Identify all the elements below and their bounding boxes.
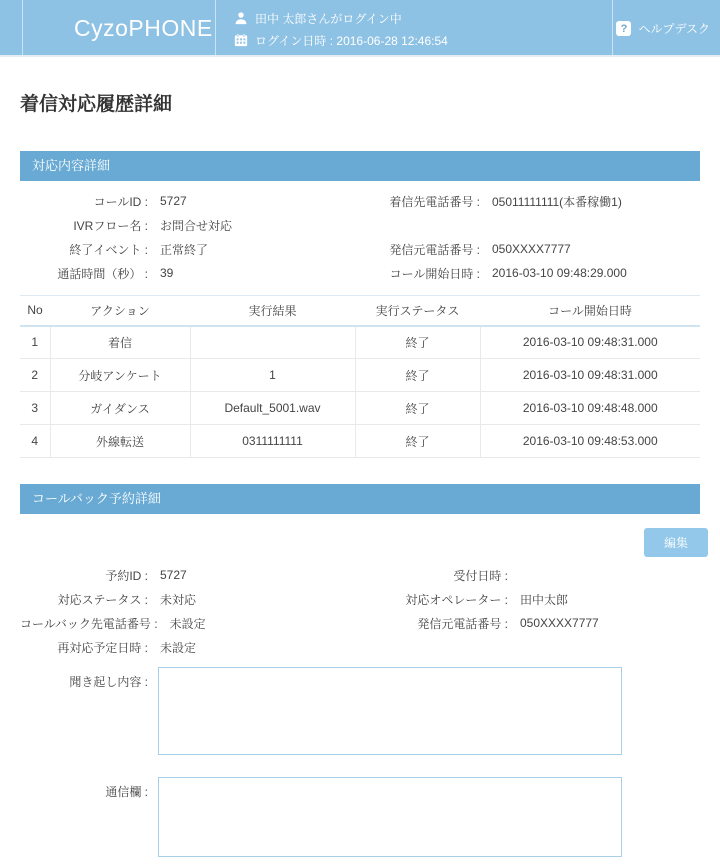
field-value: 未対応 [160,592,197,607]
field-value: お問合せ対応 [160,218,233,233]
cell-no: 3 [20,392,50,425]
field-call-id [20,189,380,213]
app-logo[interactable]: CyzoPHONE [74,15,213,41]
field-operator [380,587,700,611]
cell-status: 終了 [355,425,480,458]
transcript-textarea[interactable] [158,667,622,755]
field-end-event [20,237,380,261]
app-header [0,0,720,57]
header-divider [22,0,23,55]
field-label: 着信先電話番号 : [389,194,480,209]
callback-right-column [380,563,700,659]
field-caller-number [380,237,700,261]
edit-button[interactable]: 編集 [644,528,708,557]
field-label: 発信元電話番号 : [417,616,508,631]
field-label: コールID : [93,194,148,209]
field-empty-spacer [380,213,700,237]
field-value: 未設定 [169,616,206,631]
login-datetime: ログイン日時 : 2016-06-28 12:46:54 [255,33,448,48]
cell-action: 分岐アンケート [50,359,190,392]
cell-start-datetime: 2016-03-10 09:48:48.000 [480,392,700,425]
callback-detail-fields [20,563,700,659]
response-detail-left-column [20,189,380,285]
transcript-field-row [20,667,700,755]
cell-result: 1 [190,359,355,392]
section-header-callback-detail: コールバック予約詳細 [20,484,700,514]
field-label: 予約ID : [105,568,148,583]
field-value: 050XXXX7777 [492,242,571,256]
user-login-status: 田中 太郎さんがログイン中 [255,11,402,26]
field-label: 再対応予定日時 : [57,640,148,655]
cell-result [190,326,355,359]
field-label: 通話時間（秒） : [57,266,148,281]
cell-no: 4 [20,425,50,458]
field-ivr-flow-name [20,213,380,237]
cell-no: 2 [20,359,50,392]
note-label: 通信欄 : [105,785,148,799]
field-value: 未設定 [160,640,197,655]
cell-result: Default_5001.wav [190,392,355,425]
field-destination-number [380,189,700,213]
column-header-action: アクション [50,296,190,326]
help-question-icon: ? [616,21,631,36]
table-row [20,425,700,458]
cell-status: 終了 [355,359,480,392]
field-label: 対応ステータス : [57,592,148,607]
helpdesk-link[interactable] [616,0,710,57]
response-detail-fields [20,189,700,285]
table-header-row [20,296,700,326]
field-value: 田中太郎 [520,592,569,607]
field-label: コール開始日時 : [389,266,480,281]
field-callback-number [20,611,380,635]
cell-result: 0311111111 [190,425,355,458]
page-title: 着信対応履歴詳細 [20,94,173,115]
field-value: 5727 [160,568,187,582]
table-row [20,326,700,359]
cell-action: 外線転送 [50,425,190,458]
table-row [20,359,700,392]
note-field-row [20,777,700,857]
calendar-icon [234,33,248,47]
user-icon [234,11,248,25]
response-detail-right-column [380,189,700,285]
cell-action: 着信 [50,326,190,359]
user-info-block [234,8,448,52]
field-label: 発信元電話番号 : [389,242,480,257]
cell-status: 終了 [355,326,480,359]
cell-no: 1 [20,326,50,359]
field-value: 05011111111(本番稼働1) [492,194,622,209]
field-label: コールバック先電話番号 : [20,616,158,631]
field-response-status [20,587,380,611]
table-row [20,392,700,425]
field-call-start-datetime [380,261,700,285]
field-value: 正常終了 [160,242,209,257]
field-value: 050XXXX7777 [520,616,599,630]
action-history-table [20,295,700,458]
field-call-duration [20,261,380,285]
field-label: IVRフロー名 : [73,218,148,233]
field-caller-number-callback [380,611,700,635]
cell-start-datetime: 2016-03-10 09:48:53.000 [480,425,700,458]
field-label: 受付日時 : [453,568,508,583]
cell-status: 終了 [355,392,480,425]
edit-button-row [20,528,708,557]
column-header-result: 実行結果 [190,296,355,326]
page-content [0,89,720,857]
field-rescheduled-datetime [20,635,380,659]
field-label: 終了イベント : [69,242,148,257]
cell-action: ガイダンス [50,392,190,425]
helpdesk-label: ヘルプデスク [638,22,710,36]
field-received-datetime [380,563,700,587]
header-divider [612,0,613,55]
cell-start-datetime: 2016-03-10 09:48:31.000 [480,359,700,392]
field-label: 対応オペレーター : [405,592,508,607]
field-value: 5727 [160,194,187,208]
column-header-no: No [20,296,50,326]
column-header-start-datetime: コール開始日時 [480,296,700,326]
cell-start-datetime: 2016-03-10 09:48:31.000 [480,326,700,359]
header-divider [215,0,216,55]
field-value: 2016-03-10 09:48:29.000 [492,266,627,280]
field-reservation-id [20,563,380,587]
callback-left-column [20,563,380,659]
column-header-status: 実行ステータス [355,296,480,326]
field-value: 39 [160,266,174,280]
note-textarea[interactable] [158,777,622,857]
section-header-response-detail: 対応内容詳細 [20,151,700,181]
transcript-label: 聞き起し内容 : [69,675,148,689]
